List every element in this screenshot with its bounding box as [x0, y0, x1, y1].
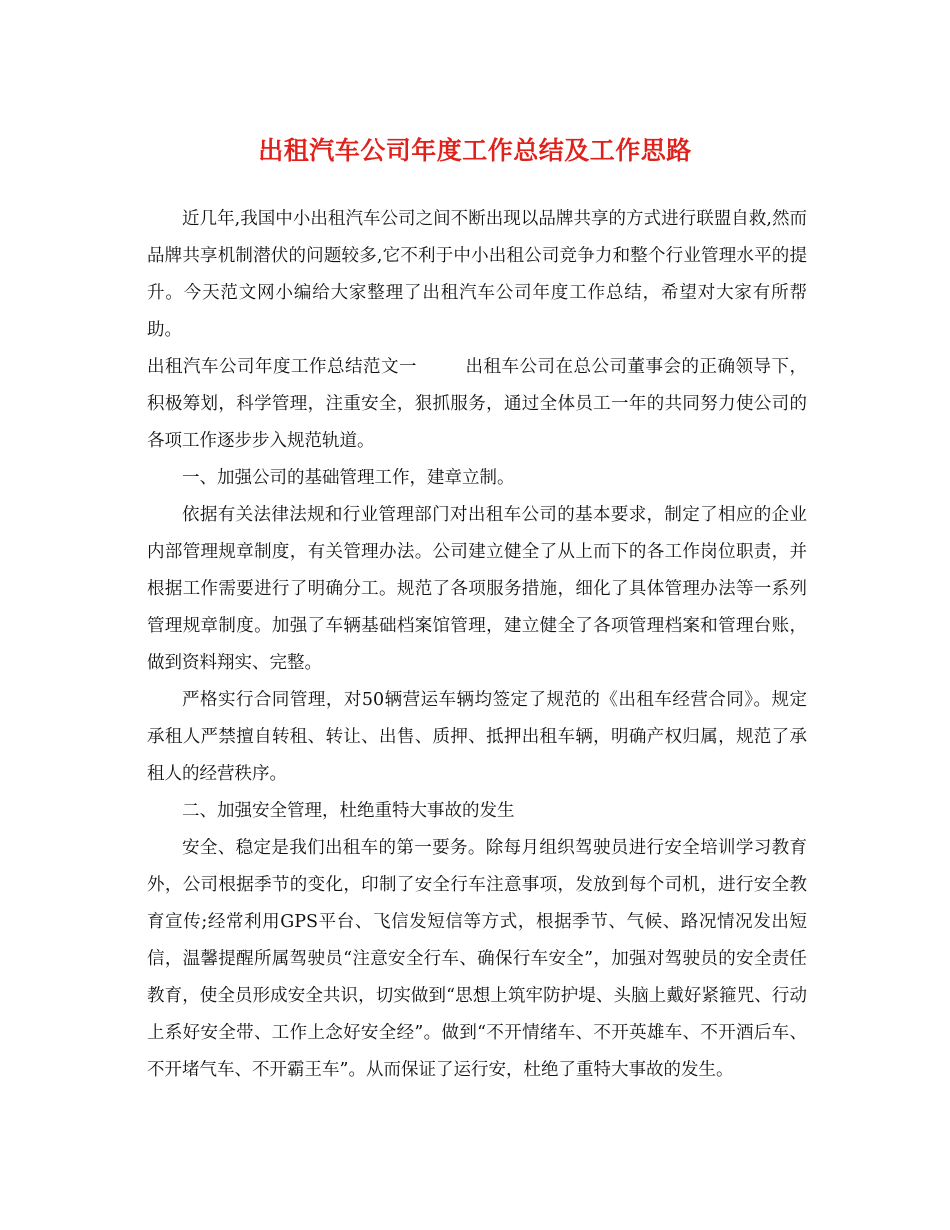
part1-paragraph-1: 依据有关法律法规和行业管理部门对出租车公司的基本要求，制定了相应的企业内部管理规章制度，有关管理办法。公司建立健全了从上而下的各工作岗位职责，并根据工作需要进行了明确分工。规范了各项服务措施，细化了具体管理办法等一系列管理规章制度。加强了车辆基础档案馆管理，建立健全了各项管理档案和管理台账，做到资料翔实、完整。 [147, 505, 807, 673]
intro-paragraph: 近几年,我国中小出租汽车公司之间不断出现以品牌共享的方式进行联盟自救,然而品牌共享机制潜伏的问题较多,它不利于中小出租公司竞争力和整个行业管理水平的提升。今天范文网小编给大家整理了出租汽车公司年度工作总结，希望对大家有所帮助。 [147, 209, 807, 340]
part1-heading: 一、加强公司的基础管理工作，建章立制。 [182, 468, 515, 488]
section-lead: 出租车公司在总公司董事会的正确领导下，积极筹划，科学管理，注重安全，狠抓服务，通过全体员工一年的共同努力使公司的各项工作逐步步入规范轨道。 [147, 357, 807, 451]
document-body [147, 201, 807, 1089]
document-title: 出租汽车公司年度工作总结及工作思路 [258, 136, 692, 165]
part1-paragraph-2: 严格实行合同管理，对50辆营运车辆均签定了规范的《出租车经营合同》。规定承租人严禁擅自转租、转让、出售、质押、抵押出租车辆，明确产权归属，规范了承租人的经营秩序。 [147, 690, 807, 784]
section-heading: 出租汽车公司年度工作总结范文一 [147, 357, 417, 377]
part2-paragraph-1: 安全、稳定是我们出租车的第一要务。除每月组织驾驶员进行安全培训学习教育外，公司根据季节的变化，印制了安全行车注意事项，发放到每个司机，进行安全教育宣传;经常利用GPS平台、飞信发短信等方式，根据季节、气候、路况情况发出短信，温馨提醒所属驾驶员“注意安全行车、确保行车安全”，加强对驾驶员的安全责任教育，使全员形成安全共识，切实做到“思想上筑牢防护堤、头脑上戴好紧箍咒、行动上系好安全带、工作上念好安全经”。做到“不开情绪车、不开英雄车、不开酒后车、不开堵气车、不开霸王车”。从而保证了运行安，杜绝了重特大事故的发生。 [147, 838, 807, 1080]
part2-heading: 二、加强安全管理，杜绝重特大事故的发生 [182, 801, 515, 821]
section-paragraph [147, 349, 807, 460]
